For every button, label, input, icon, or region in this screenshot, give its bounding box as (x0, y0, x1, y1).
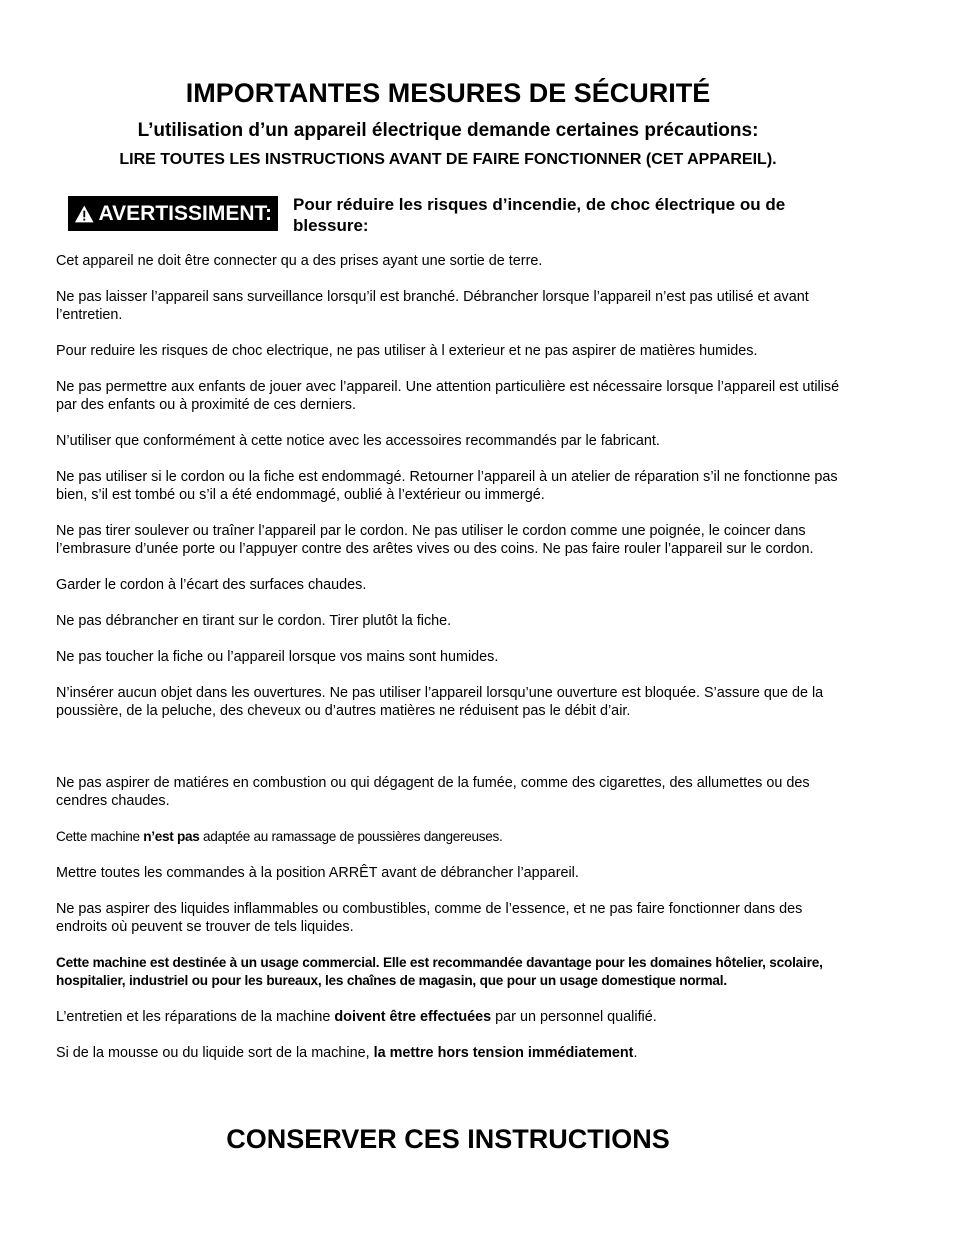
list-item: Ne pas tirer soulever ou traîner l’appareil par le cordon. Ne pas utiliser le cordon comme une poignée, le coincer dans l’embrasure d’unée porte ou l’appuyer contre des arêtes vives ou des coins. Ne pas faire rouler l’appareil sur le cordon. (56, 523, 814, 557)
warning-text: Pour réduire les risques d’incendie, de choc électrique ou de blessure: (293, 195, 786, 235)
list-item: Cet appareil ne doit être connecter qu a des prises ayant une sortie de terre. (56, 253, 543, 269)
list-item: N’insérer aucun objet dans les ouvertures. Ne pas utiliser l’appareil lorsqu’une ouverture est bloquée. S’assure que de la poussière, de la peluche, des cheveux ou d’autres matières ne réduisent pas le débit d’air. (56, 685, 824, 719)
footer-title: CONSERVER CES INSTRUCTIONS (226, 1124, 670, 1154)
list-item: Ne pas laisser l’appareil sans surveillance lorsqu’il est branché. Débrancher lorsque l’appareil n’est pas utilisé et avant l’entretien. (56, 289, 809, 323)
warning-label: AVERTISSIMENT: (98, 201, 272, 225)
list-item: N’utiliser que conformément à cette notice avec les accessoires recommandés par le fabricant. (56, 433, 660, 449)
service-note-emphasis: doivent être effectuées (334, 1009, 492, 1025)
service-note (56, 1008, 846, 1026)
list-item: Garder le cordon à l’écart des surfaces chaudes. (56, 577, 367, 593)
list-item: Mettre toutes les commandes à la position ARRÊT avant de débrancher l’appareil. (56, 865, 579, 881)
foam-note-prefix: Si de la mousse ou du liquide sort de la machine, (56, 1045, 374, 1061)
warning-badge (68, 196, 278, 231)
service-note-suffix: par un personnel qualifié. (491, 1009, 657, 1025)
page-subtitle: L’utilisation d’un appareil électrique demande certaines précautions: (137, 120, 759, 141)
dust-note-emphasis: n’est pas (143, 829, 200, 844)
list-item: Ne pas utiliser si le cordon ou la fiche est endommagé. Retourner l’appareil à un atelier de réparation s’il ne fonctionne pas bien, s’il est tombé ou s’il a été endommagé, oublié à l’extérieur ou immergé. (56, 469, 838, 503)
dust-note-prefix: Cette machine (56, 829, 144, 844)
list-item: Ne pas toucher la fiche ou l’appareil lorsque vos mains sont humides. (56, 649, 499, 665)
foam-note (56, 1044, 846, 1062)
list-item: Ne pas aspirer des liquides inflammables ou combustibles, comme de l’essence, et ne pas faire fonctionner dans des endroits où peuvent se trouver de tels liquides. (56, 901, 803, 935)
list-item: Ne pas permettre aux enfants de jouer avec l’appareil. Une attention particulière est nécessaire lorsque l’appareil est utilisé par des enfants ou à proximité de ces derniers. (56, 379, 840, 413)
commercial-use-note: Cette machine est destinée à un usage commercial. Elle est recommandée davantage pour les domaines hôtelier, scolaire, hospitalier, industriel ou pour les bureaux, les chaînes de magasin, que pour un usage domestique normal. (56, 955, 823, 988)
service-note-prefix: L’entretien et les réparations de la machine (56, 1009, 335, 1025)
page-title: IMPORTANTES MESURES DE SÉCURITÉ (185, 78, 711, 108)
dust-note (56, 828, 846, 846)
list-item: Ne pas aspirer de matiéres en combustion ou qui dégagent de la fumée, comme des cigarettes, des allumettes ou des cendres chaudes. (56, 775, 810, 809)
foam-note-emphasis: la mettre hors tension immédiatement (373, 1045, 634, 1061)
read-instructions-line: LIRE TOUTES LES INSTRUCTIONS AVANT DE FAIRE FONCTIONNER (CET APPAREIL). (119, 151, 777, 168)
list-item: Ne pas débrancher en tirant sur le cordon. Tirer plutôt la fiche. (56, 613, 452, 629)
list-item: Pour reduire les risques de choc electrique, ne pas utiliser à l exterieur et ne pas aspirer de matières humides. (56, 343, 758, 359)
foam-note-suffix: . (633, 1045, 638, 1061)
warning-triangle-icon (74, 204, 95, 224)
dust-note-suffix: adaptée au ramassage de poussières dangereuses. (199, 829, 503, 844)
safety-items-list (56, 252, 846, 1062)
